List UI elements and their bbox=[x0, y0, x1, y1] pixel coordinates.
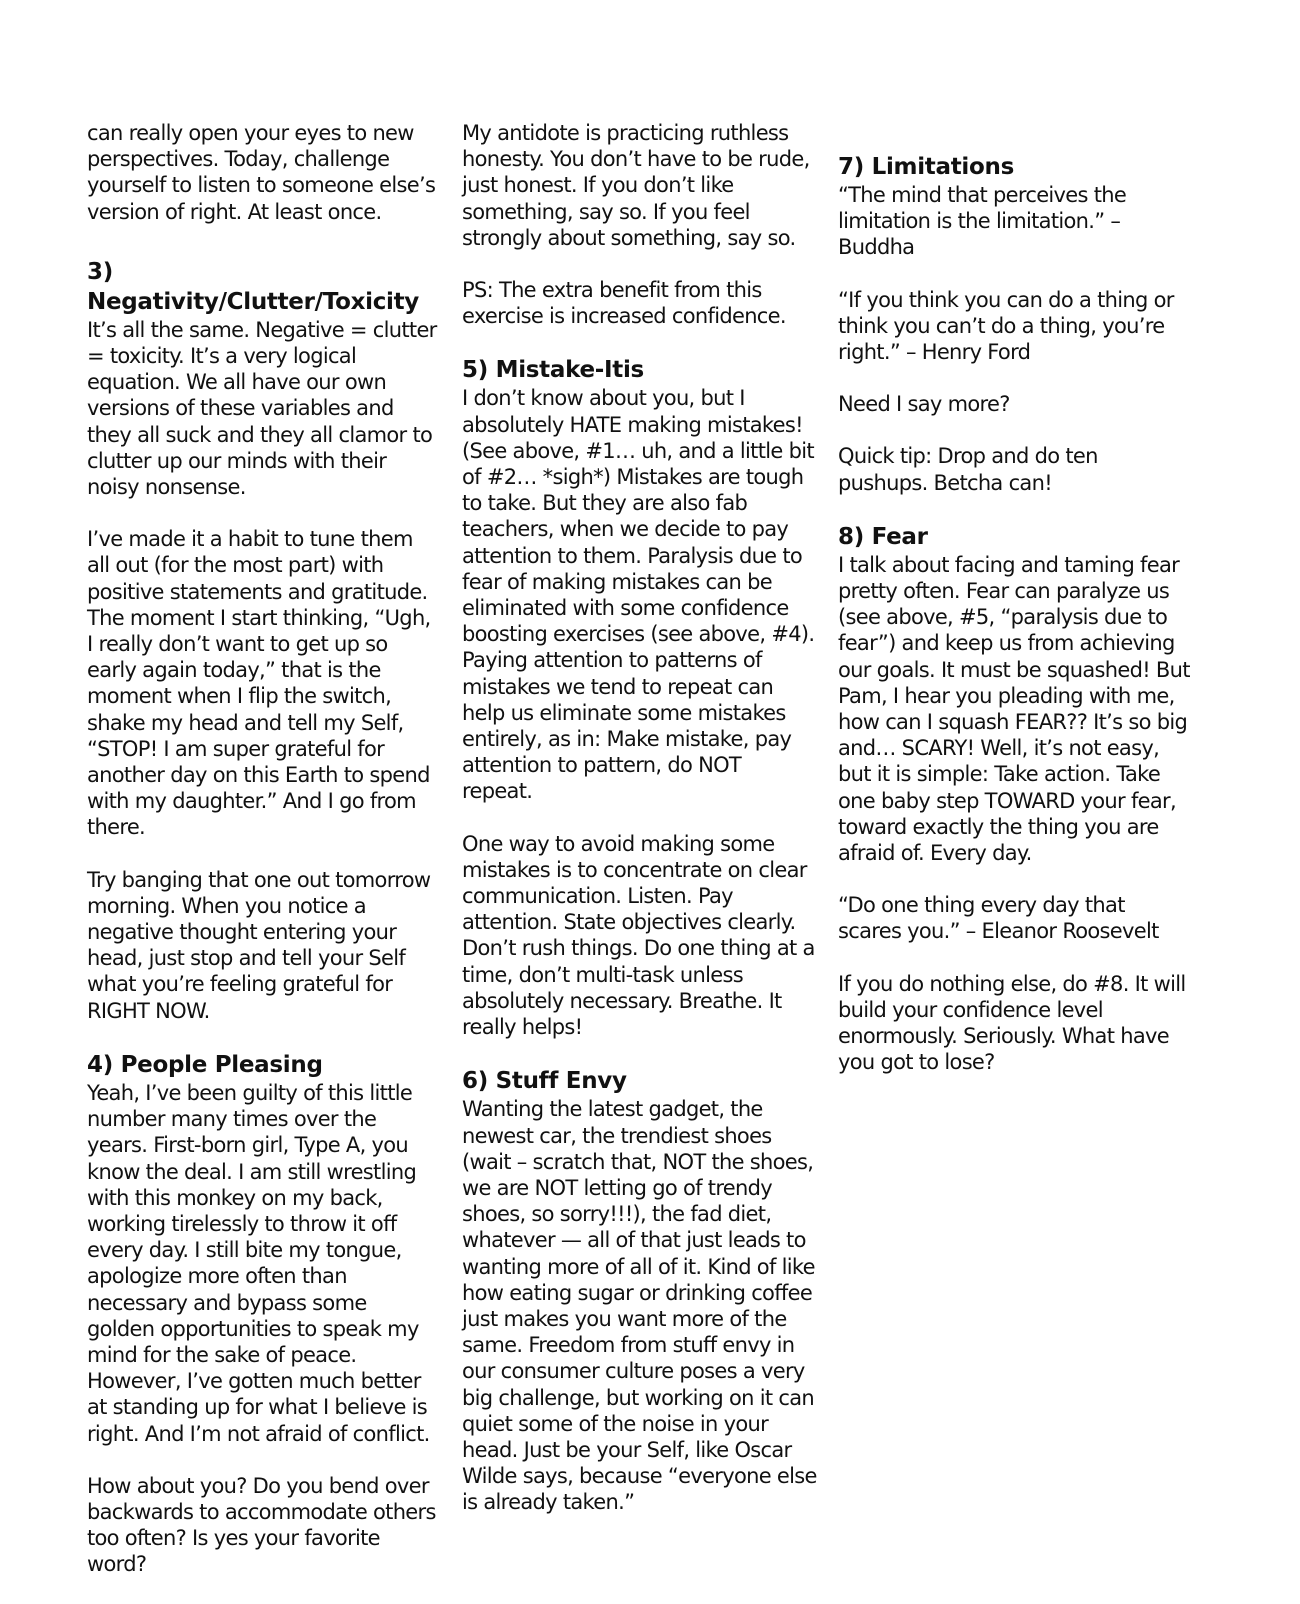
section-3-paragraph-3: Try banging that one out tomorrow morning. When you notice a negative thought entering your head, just stop and tell your Self what you’re feeling grateful for RIGHT NOW. bbox=[87, 867, 431, 1023]
section-7-paragraph-3: Need I say more? bbox=[838, 392, 1010, 417]
section-8-heading: 8) Fear bbox=[838, 523, 928, 550]
section-3-heading: 3) Negativity/Clutter/Toxicity bbox=[87, 258, 420, 315]
section-7-heading: 7) Limitations bbox=[838, 154, 1014, 180]
column-2 bbox=[462, 120, 817, 1542]
section-6-paragraph-1: Wanting the latest gadget, the newest car, the trendiest shoes (wait – scratch that, NOT the shoes, we are NOT letting go of trendy shoes, so sorry!!!), the fad diet, whatever — all of that just leads to wanting more of all of it. Kind of like how eating sugar or drinking coffee just makes you want more of the same. Freedom from stuff envy in our consumer culture poses a very big challenge, but working on it can quiet some of the noise in your head. Just be your Self, like Oscar Wilde says, because “everyone else is already taken.” bbox=[462, 1097, 817, 1515]
section-4-heading: 4) People Pleasing bbox=[87, 1051, 323, 1078]
antidote-paragraph: My antidote is practicing ruthless honesty. You don’t have to be rude, just honest. If you don’t like something, say so. If you feel strongly about something, say so. bbox=[462, 121, 810, 250]
section-8-paragraph-3: If you do nothing else, do #8. It will build your confidence level enormously. Seriously. What have you got to lose? bbox=[838, 971, 1186, 1075]
column-3 bbox=[838, 120, 1190, 1101]
column-1 bbox=[87, 120, 439, 1604]
section-7-paragraph-2: “If you think you can do a thing or think you can’t do a thing, you’re right.” – Henry Ford bbox=[838, 287, 1174, 365]
section-8-paragraph-2: “Do one thing every day that scares you.” – Eleanor Roosevelt bbox=[838, 893, 1159, 944]
ps-paragraph: PS: The extra benefit from this exercise is increased confidence. bbox=[462, 278, 786, 329]
section-4-paragraph-1: Yeah, I’ve been guilty of this little number many times over the years. First-born girl, Type A, you know the deal. I am still wrestling with this monkey on my back, working tirelessly to throw it off every day. I still bite my tongue, apologize more often than necessary and bypass some golden opportunities to speak my mind for the sake of peace. However, I’ve gotten much better at standing up for what I believe is right. And I’m not afraid of conflict. bbox=[87, 1080, 430, 1446]
section-6-heading: 6) Stuff Envy bbox=[462, 1068, 627, 1095]
section-5-heading: 5) Mistake-Itis bbox=[462, 357, 644, 384]
section-5-paragraph-1: I don’t know about you, but I absolutely HATE making mistakes! (See above, #1… uh, and a little bit of #2… *sigh*) Mistakes are tough to take. But they are also fab teachers, when we decide to pay attention to them. Paralysis due to fear of making mistakes can be eliminated with some confidence boosting exercises (see above, #4). Paying attention to patterns of mistakes we tend to repeat can help us eliminate some mistakes entirely, as in: Make mistake, pay attention to pattern, do NOT repeat. bbox=[462, 386, 815, 804]
top-spacer bbox=[838, 120, 1190, 152]
section-3-paragraph-2: I’ve made it a habit to tune them all out (for the most part) with positive statements and gratitude. The moment I start thinking, “Ugh, I really don’t want to get up so early again today,” that is the moment when I flip the switch, shake my head and tell my Self, “STOP! I am super grateful for another day on this Earth to spend with my daughter.” And I go from there. bbox=[87, 527, 431, 840]
section-8-paragraph-1: I talk about facing and taming fear pretty often. Fear can paralyze us (see above, #5, “paralysis due to fear”) and keep us from achieving our goals. It must be squashed! But Pam, I hear you pleading with me, how can I squash FEAR?? It’s so big and… SCARY! Well, it’s not easy, but it is simple: Take action. Take one baby step TOWARD your fear, toward exactly the thing you are afraid of. Every day. bbox=[838, 552, 1190, 866]
section-4-paragraph-2: How about you? Do you bend over backwards to accommodate others too often? Is yes your favorite word? bbox=[87, 1473, 436, 1577]
section-7-paragraph-1: “The mind that perceives the limitation is the limitation.” – Buddha bbox=[838, 183, 1127, 260]
section-5-paragraph-2: One way to avoid making some mistakes is to concentrate on clear communication. Listen. Pay attention. State objectives clearly. Don’t rush things. Do one thing at a time, don’t multi-task unless absolutely necessary. Breathe. It really helps! bbox=[462, 831, 815, 1040]
section-3-paragraph-1: It’s all the same. Negative = clutter = toxicity. It’s a very logical equation. We all have our own versions of these variables and they all suck and they all clamor to clutter up our minds with their noisy nonsense. bbox=[87, 317, 437, 500]
section-7-paragraph-4: Quick tip: Drop and do ten pushups. Betcha can! bbox=[838, 444, 1098, 495]
intro-paragraph: can really open your eyes to new perspectives. Today, challenge yourself to listen to someone else’s version of right. At least once. bbox=[87, 121, 436, 224]
